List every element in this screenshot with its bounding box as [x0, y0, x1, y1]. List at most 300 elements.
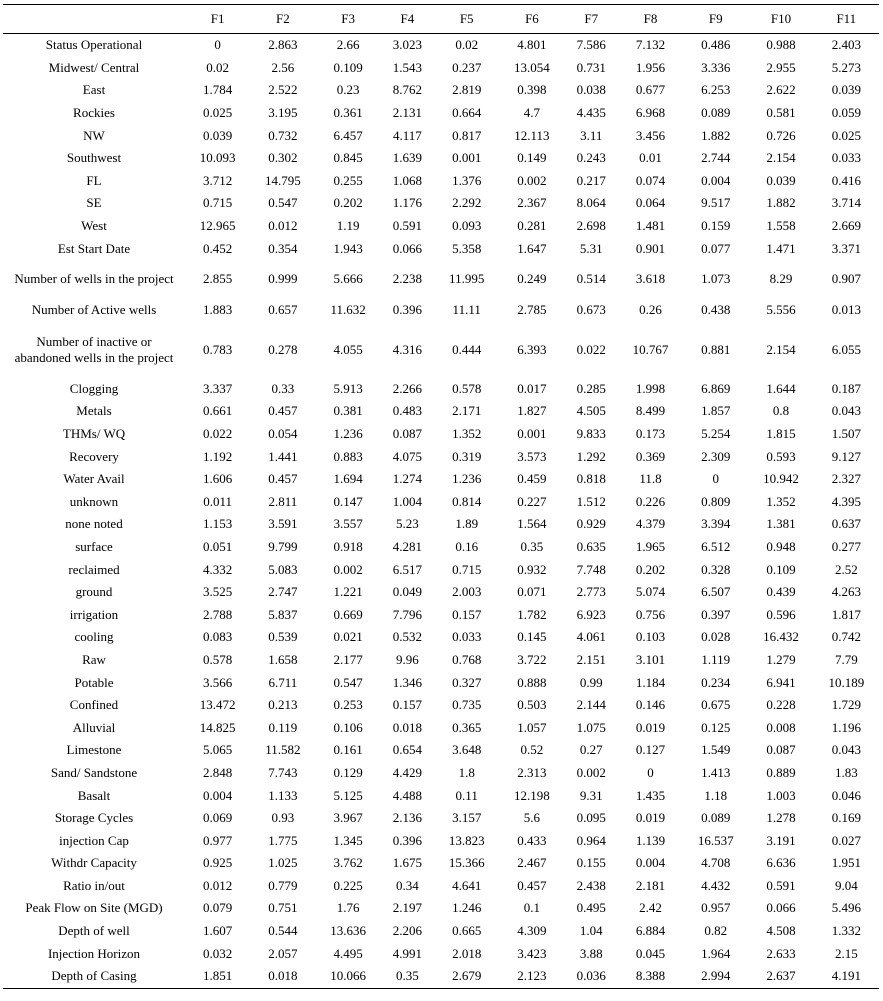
cell-f8: 0.004	[635, 855, 666, 871]
cell-f4: 0.018	[392, 719, 423, 735]
column-header-f6: F6	[525, 11, 539, 26]
cell-f6: 0.459	[517, 471, 547, 487]
cell-f11: 4.191	[831, 968, 861, 984]
cell-f7: 3.11	[580, 127, 603, 143]
cell-f2: 1.025	[268, 855, 298, 871]
cell-f9: 6.507	[701, 584, 731, 600]
table-row	[3, 671, 879, 694]
cell-f5: 2.819	[452, 82, 482, 98]
table-row	[3, 215, 879, 238]
row-label: cooling	[74, 629, 114, 645]
cell-f3: 0.381	[333, 403, 363, 419]
cell-f3: 0.255	[333, 172, 363, 188]
cell-f1: 2.855	[202, 271, 233, 287]
cell-f11: 0.039	[831, 82, 861, 98]
cell-f11: 1.951	[831, 855, 861, 871]
cell-f11: 2.52	[834, 561, 858, 577]
cell-f7: 0.673	[576, 302, 606, 318]
cell-f5: 0.02	[455, 37, 479, 53]
row-label: Number of inactive or abandoned wells in the project	[14, 333, 174, 365]
cell-f3: 4.495	[333, 945, 363, 961]
cell-f10: 0.596	[766, 606, 796, 622]
cell-f5: 1.8	[458, 764, 475, 780]
cell-f8: 6.968	[635, 105, 666, 121]
cell-f3: 0.253	[333, 697, 363, 713]
cell-f9: 9.517	[701, 195, 731, 211]
cell-f9: 0.675	[701, 697, 731, 713]
table-row	[3, 400, 879, 423]
cell-f2: 1.441	[268, 448, 298, 464]
cell-f7: 6.923	[576, 606, 606, 622]
cell-f7: 7.748	[576, 561, 606, 577]
cell-f11: 9.04	[834, 877, 858, 893]
cell-f2: 0.119	[268, 719, 298, 735]
cell-f1: 3.337	[202, 380, 233, 396]
table-row	[3, 468, 879, 491]
cell-f1: 0.715	[202, 195, 233, 211]
cell-f9: 0.809	[701, 493, 731, 509]
cell-f9: 1.882	[701, 127, 731, 143]
cell-f4: 4.488	[392, 787, 423, 803]
cell-f11: 0.043	[831, 403, 861, 419]
cell-f9: 4.432	[701, 877, 731, 893]
cell-f4: 4.429	[392, 764, 423, 780]
cell-f10: 2.955	[766, 59, 796, 75]
cell-f5: 0.444	[452, 341, 482, 357]
cell-f3: 5.666	[333, 271, 363, 287]
cell-f7: 3.88	[579, 945, 603, 961]
table-row	[3, 260, 879, 299]
table-row	[3, 852, 879, 875]
cell-f6: 0.932	[517, 561, 547, 577]
cell-f2: 0.33	[271, 380, 295, 396]
cell-f3: 2.66	[336, 37, 360, 53]
cell-f3: 1.76	[336, 900, 360, 916]
cell-f6: 0.149	[517, 150, 547, 166]
cell-f1: 1.606	[202, 471, 233, 487]
table-row	[3, 57, 879, 80]
cell-f8: 0.019	[635, 719, 666, 735]
cell-f5: 0.033	[452, 629, 482, 645]
cell-f6: 0.249	[517, 271, 547, 287]
cell-f6: 4.309	[517, 923, 547, 939]
cell-f2: 0.012	[268, 218, 298, 234]
cell-f4: 0.066	[392, 240, 423, 256]
row-label: Midwest/ Central	[48, 59, 140, 75]
cell-f8: 0.369	[635, 448, 666, 464]
cell-f1: 0.032	[202, 945, 233, 961]
cell-f8: 2.181	[635, 877, 666, 893]
cell-f5: 11.995	[449, 271, 485, 287]
cell-f1: 0.977	[202, 832, 233, 848]
cell-f4: 0.591	[392, 218, 423, 234]
cell-f8: 8.388	[635, 968, 666, 984]
row-label: Storage Cycles	[54, 810, 134, 826]
cell-f10: 0.228	[766, 697, 796, 713]
cell-f10: 0.087	[766, 742, 796, 758]
cell-f2: 0.054	[268, 426, 298, 442]
cell-f9: 0	[712, 471, 720, 487]
cell-f6: 1.564	[517, 516, 547, 532]
cell-f10: 2.622	[766, 82, 796, 98]
cell-f2: 0.732	[268, 127, 298, 143]
cell-f10: 1.815	[766, 426, 796, 442]
table-row	[3, 875, 879, 898]
cell-f6: 3.573	[517, 448, 547, 464]
cell-f10: 0.581	[766, 105, 796, 121]
table-row	[3, 124, 879, 147]
cell-f4: 0.049	[392, 584, 423, 600]
cell-f8: 0.26	[639, 302, 662, 318]
cell-f2: 2.811	[268, 493, 298, 509]
cell-f9: 0.234	[701, 674, 731, 690]
cell-f4: 1.543	[392, 59, 423, 75]
cell-f11: 1.817	[831, 606, 861, 622]
cell-f5: 0.664	[452, 105, 482, 121]
cell-f4: 6.517	[392, 561, 423, 577]
cell-f5: 11.11	[452, 302, 481, 318]
cell-f1: 0.783	[202, 341, 233, 357]
cell-f3: 0.106	[333, 719, 363, 735]
cell-f7: 0.964	[576, 832, 606, 848]
cell-f10: 2.154	[766, 150, 796, 166]
factor-loadings-table	[3, 4, 879, 989]
table-row	[3, 694, 879, 717]
cell-f3: 1.221	[333, 584, 363, 600]
cell-f2: 0.302	[268, 150, 298, 166]
cell-f10: 0.948	[766, 538, 796, 554]
cell-f11: 2.403	[831, 37, 861, 53]
cell-f9: 2.994	[701, 968, 731, 984]
cell-f6: 6.393	[517, 341, 547, 357]
table-row	[3, 34, 879, 57]
cell-f10: 2.637	[766, 968, 796, 984]
row-label: Depth of Casing	[51, 968, 137, 984]
cell-f6: 0.017	[517, 380, 547, 396]
cell-f5: 0.768	[452, 651, 482, 667]
cell-f6: 1.647	[517, 240, 547, 256]
cell-f10: 5.556	[766, 302, 796, 318]
cell-f3: 0.002	[333, 561, 363, 577]
cell-f2: 2.522	[268, 82, 298, 98]
cell-f11: 3.714	[831, 195, 861, 211]
table-row	[3, 965, 879, 988]
cell-f6: 13.054	[514, 59, 550, 75]
cell-f3: 1.19	[336, 218, 360, 234]
cell-f5: 13.823	[448, 832, 485, 848]
table-row	[3, 784, 879, 807]
cell-f9: 0.159	[701, 218, 731, 234]
cell-f9: 1.964	[701, 945, 731, 961]
cell-f2: 2.56	[271, 59, 295, 75]
cell-f3: 0.361	[333, 105, 363, 121]
cell-f9: 2.744	[701, 150, 731, 166]
cell-f10: 6.636	[766, 855, 796, 871]
cell-f5: 0.817	[452, 127, 482, 143]
cell-f2: 0.457	[268, 471, 298, 487]
table-header-row	[3, 5, 879, 34]
cell-f3: 0.021	[333, 629, 363, 645]
row-label: Basalt	[77, 787, 111, 803]
cell-f11: 0.169	[831, 810, 861, 826]
row-label: Water Avail	[63, 471, 125, 487]
cell-f2: 0.213	[268, 697, 298, 713]
table-row	[3, 558, 879, 581]
cell-f10: 1.882	[766, 195, 796, 211]
cell-f9: 3.394	[701, 516, 731, 532]
cell-f6: 0.071	[517, 584, 547, 600]
cell-f7: 4.505	[576, 403, 606, 419]
cell-f2: 2.747	[268, 584, 298, 600]
cell-f6: 0.398	[517, 82, 547, 98]
row-label: Alluvial	[72, 719, 116, 735]
cell-f4: 4.117	[393, 127, 422, 143]
cell-f1: 0.022	[202, 426, 233, 442]
cell-f8: 1.965	[635, 538, 666, 554]
cell-f5: 2.003	[452, 584, 482, 600]
row-label: West	[81, 218, 107, 234]
cell-f8: 0.01	[639, 150, 662, 166]
cell-f8: 0.202	[635, 561, 666, 577]
cell-f2: 0.93	[271, 810, 295, 826]
row-label: SE	[86, 195, 102, 211]
cell-f10: 0.591	[766, 877, 796, 893]
cell-f10: 1.003	[766, 787, 796, 803]
cell-f1: 0.069	[202, 810, 233, 826]
cell-f1: 1.192	[202, 448, 233, 464]
cell-f4: 1.675	[392, 855, 423, 871]
cell-f3: 10.066	[330, 968, 366, 984]
cell-f2: 0.751	[268, 900, 298, 916]
cell-f7: 0.002	[576, 764, 606, 780]
cell-f2: 0.539	[268, 629, 298, 645]
cell-f7: 0.155	[576, 855, 606, 871]
cell-f11: 2.15	[834, 945, 858, 961]
cell-f3: 3.967	[333, 810, 363, 826]
cell-f3: 0.23	[336, 82, 360, 98]
column-header-f11: F11	[836, 11, 857, 26]
cell-f8: 11.8	[639, 471, 662, 487]
cell-f1: 0.083	[202, 629, 233, 645]
cell-f5: 0.157	[452, 606, 482, 622]
cell-f6: 3.423	[517, 945, 547, 961]
cell-f10: 1.381	[766, 516, 796, 532]
row-label: Potable	[74, 674, 114, 690]
cell-f9: 5.254	[701, 426, 731, 442]
cell-f9: 1.073	[701, 271, 731, 287]
cell-f11: 0.059	[831, 105, 861, 121]
cell-f5: 0.16	[455, 538, 479, 554]
cell-f6: 0.227	[517, 493, 547, 509]
cell-f7: 0.495	[576, 900, 606, 916]
cell-f5: 4.641	[452, 877, 482, 893]
cell-f11: 7.79	[834, 651, 858, 667]
cell-f1: 12.965	[199, 218, 236, 234]
cell-f9: 3.336	[701, 59, 731, 75]
cell-f7: 7.586	[576, 37, 606, 53]
table-row	[3, 942, 879, 965]
cell-f5: 0.237	[452, 59, 482, 75]
cell-f6: 12.113	[514, 127, 550, 143]
cell-f6: 0.002	[517, 172, 547, 188]
cell-f4: 0.35	[396, 968, 419, 984]
table-row	[3, 739, 879, 762]
cell-f2: 2.057	[268, 945, 298, 961]
cell-f3: 3.762	[333, 855, 363, 871]
cell-f11: 10.189	[828, 674, 865, 690]
cell-f3: 2.177	[333, 651, 363, 667]
cell-f4: 0.532	[392, 629, 423, 645]
cell-f8: 0.127	[635, 742, 666, 758]
cell-f6: 0.52	[520, 742, 544, 758]
cell-f4: 4.075	[392, 448, 423, 464]
cell-f8: 0.045	[635, 945, 666, 961]
row-label: Peak Flow on Site (MGD)	[25, 900, 163, 916]
cell-f7: 9.31	[579, 787, 603, 803]
cell-f5: 1.376	[452, 172, 482, 188]
cell-f10: 0.8	[772, 403, 790, 419]
cell-f10: 0.889	[766, 764, 796, 780]
cell-f1: 4.332	[202, 561, 233, 577]
cell-f9: 0.004	[701, 172, 731, 188]
cell-f7: 0.731	[576, 59, 606, 75]
cell-f1: 5.065	[202, 742, 233, 758]
table-row	[3, 897, 879, 920]
cell-f9: 1.413	[701, 764, 731, 780]
cell-f3: 13.636	[330, 923, 366, 939]
cell-f8: 6.884	[635, 923, 666, 939]
cell-f2: 14.795	[264, 172, 301, 188]
table-row	[3, 626, 879, 649]
cell-f7: 1.075	[576, 719, 606, 735]
cell-f2: 0.278	[268, 341, 298, 357]
cell-f4: 1.176	[392, 195, 423, 211]
cell-f5: 2.292	[452, 195, 482, 211]
cell-f6: 5.6	[523, 810, 541, 826]
cell-f2: 0.999	[268, 271, 298, 287]
cell-f4: 9.96	[396, 651, 419, 667]
row-label: Limestone	[66, 742, 122, 758]
cell-f10: 0.066	[766, 900, 796, 916]
cell-f5: 0.578	[452, 380, 482, 396]
cell-f4: 4.316	[392, 341, 423, 357]
cell-f6: 0.457	[517, 877, 547, 893]
table-row	[3, 603, 879, 626]
cell-f8: 3.101	[635, 651, 666, 667]
cell-f1: 2.848	[202, 764, 233, 780]
cell-f6: 0.281	[517, 218, 547, 234]
header-corner-cell	[3, 5, 185, 34]
cell-f1: 0.578	[202, 651, 233, 667]
cell-f4: 1.004	[392, 493, 423, 509]
cell-f3: 0.202	[333, 195, 363, 211]
cell-f10: 4.508	[766, 923, 796, 939]
row-label: Number of Active wells	[31, 302, 157, 318]
cell-f8: 1.998	[635, 380, 666, 396]
cell-f3: 0.547	[333, 674, 363, 690]
table-row	[3, 716, 879, 739]
cell-f3: 0.147	[333, 493, 363, 509]
cell-f10: 1.352	[766, 493, 796, 509]
table-row	[3, 920, 879, 943]
cell-f9: 6.869	[701, 380, 731, 396]
cell-f2: 1.775	[268, 832, 298, 848]
cell-f3: 0.669	[333, 606, 363, 622]
cell-f1: 0.452	[202, 240, 233, 256]
cell-f11: 0.907	[831, 271, 861, 287]
cell-f7: 0.99	[579, 674, 603, 690]
cell-f8: 0.103	[635, 629, 666, 645]
cell-f8: 0.064	[635, 195, 666, 211]
cell-f7: 0.243	[576, 150, 606, 166]
cell-f7: 1.292	[576, 448, 606, 464]
cell-f1: 1.883	[202, 302, 233, 318]
cell-f9: 0.438	[701, 302, 731, 318]
cell-f8: 4.379	[635, 516, 666, 532]
cell-f11: 0.277	[831, 538, 861, 554]
row-label: Depth of well	[58, 923, 130, 939]
cell-f7: 0.929	[576, 516, 606, 532]
cell-f9: 0.957	[701, 900, 731, 916]
cell-f11: 6.055	[831, 341, 861, 357]
cell-f9: 0.077	[701, 240, 731, 256]
cell-f5: 0.365	[452, 719, 482, 735]
row-label: surface	[75, 538, 113, 554]
cell-f11: 0.416	[831, 172, 861, 188]
cell-f9: 0.089	[701, 810, 731, 826]
cell-f7: 2.773	[576, 584, 606, 600]
cell-f1: 0	[214, 37, 221, 53]
cell-f4: 3.023	[392, 37, 423, 53]
cell-f8: 0.226	[635, 493, 666, 509]
row-label: Clogging	[69, 380, 119, 396]
cell-f10: 3.191	[766, 832, 796, 848]
table-row	[3, 649, 879, 672]
cell-f4: 0.483	[392, 403, 423, 419]
cell-f7: 0.285	[576, 380, 606, 396]
cell-f5: 0.665	[452, 923, 482, 939]
cell-f3: 0.845	[333, 150, 363, 166]
cell-f1: 0.079	[202, 900, 233, 916]
cell-f4: 5.23	[396, 516, 419, 532]
cell-f7: 0.036	[576, 968, 606, 984]
cell-f11: 0.043	[831, 742, 861, 758]
cell-f5: 0.11	[455, 787, 478, 803]
row-label: Sand/ Sandstone	[50, 764, 138, 780]
column-header-f7: F7	[584, 11, 599, 26]
cell-f3: 5.125	[333, 787, 363, 803]
cell-f11: 0.027	[831, 832, 861, 848]
cell-f11: 0.013	[831, 302, 861, 318]
cell-f8: 1.481	[635, 218, 666, 234]
cell-f7: 1.04	[579, 923, 603, 939]
cell-f2: 3.591	[268, 516, 298, 532]
cell-f1: 0.011	[203, 493, 232, 509]
cell-f10: 0.726	[766, 127, 796, 143]
cell-f8: 2.42	[639, 900, 662, 916]
cell-f10: 1.644	[766, 380, 796, 396]
cell-f10: 0.039	[766, 172, 796, 188]
cell-f9: 1.119	[701, 651, 731, 667]
cell-f1: 1.851	[202, 968, 233, 984]
cell-f1: 3.712	[202, 172, 233, 188]
cell-f2: 0.657	[268, 302, 298, 318]
cell-f3: 0.129	[333, 764, 363, 780]
cell-f3: 0.161	[333, 742, 363, 758]
cell-f9: 1.18	[704, 787, 728, 803]
cell-f10: 0.109	[766, 561, 796, 577]
row-label: Metals	[76, 403, 112, 419]
